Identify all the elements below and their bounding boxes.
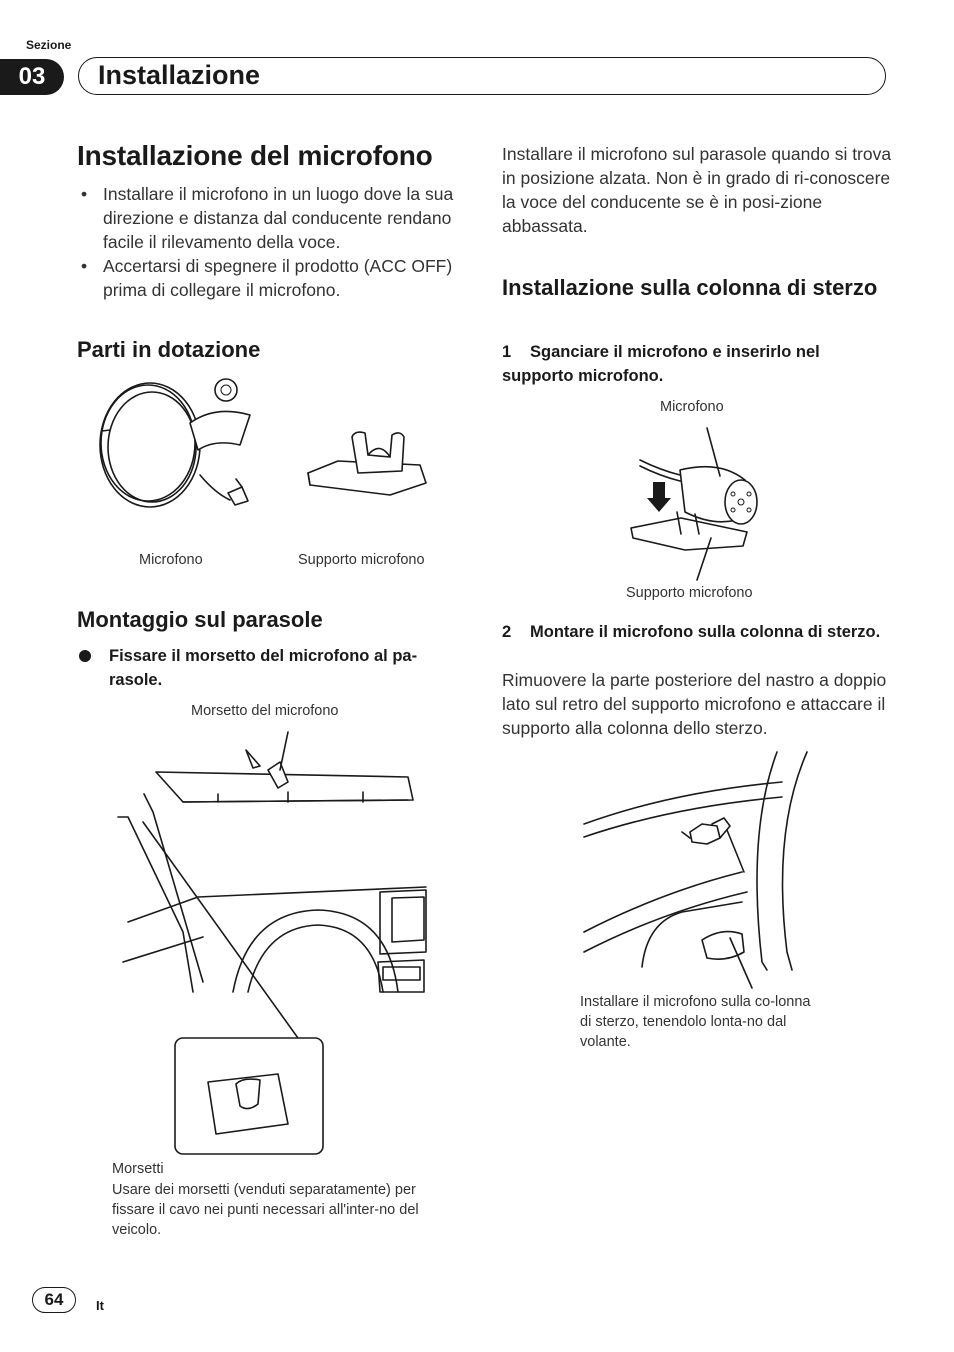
caption-microphone: Microfono [139,552,203,568]
step-2-text: Montare il microfono sulla colonna di sterzo. [530,623,881,641]
step-1-number: 1 [502,343,512,361]
section-label: Sezione [26,38,72,52]
section-number-badge: 03 [0,59,64,95]
microphone-into-holder-illustration [625,420,765,590]
steering-column-illustration [582,752,812,992]
intro-bullet-list [77,182,462,302]
figure-label-microphone: Microfono [660,399,724,415]
right-intro-paragraph: Installare il microfono sul parasole quando si trova in posizione alzata. Non è in grado di ri-conoscere la voce del conducente se è in posi-zione abbassata. [502,144,892,236]
step-2-body: Rimuovere la parte posteriore del nastro a doppio lato sul retro del supporto microfono e attaccare il supporto alla colonna dello sterzo. [502,670,887,738]
clamps-text: Usare dei morsetti (venduti separatamente) per fissare il cavo nei punti necessari all'inter-no del veicolo. [112,1182,419,1238]
microphone-with-cable-icon [100,379,250,507]
step-1-text: Sganciare il microfono e inserirlo nel supporto microfono. [502,343,820,385]
bullet-item: • Accertarsi di spegnere il prodotto (ACC OFF) prima di collegare il microfono. [77,254,462,302]
step-bullet-dot [79,650,91,662]
caption-microphone-clamp: Morsetto del microfono [191,703,339,719]
parts-heading: Parti in dotazione [77,337,261,362]
visor-step-text: Fissare il morsetto del microfono al pa-rasole. [109,647,418,689]
microphone-holder-icon [308,432,426,495]
step-2 [502,620,892,644]
section-title: Installazione [98,60,261,90]
sun-visor-installation-illustration [108,722,428,1162]
step-1 [502,340,892,388]
page-number-badge: 64 [32,1287,76,1313]
visor-heading: Montaggio sul parasole [77,607,323,632]
page-title: Installazione del microfono [77,140,433,171]
visor-step [77,644,462,692]
bullet-item: • Installare il microfono in un luogo dove la sua direzione e distanza dal conducente rendano facile il rilevamento della voce. [77,182,462,254]
steering-heading: Installazione sulla colonna di sterzo [502,275,878,300]
clamps-title: Morsetti [112,1161,164,1177]
step-2-number: 2 [502,623,512,641]
caption-microphone-holder: Supporto microfono [298,552,425,568]
supplied-parts-illustration [90,375,450,515]
steering-caption: Installare il microfono sulla co-lonna di sterzo, tenendolo lonta-no dal volante. [580,994,811,1050]
language-code: It [96,1298,104,1313]
figure-label-microphone-holder: Supporto microfono [626,585,753,601]
